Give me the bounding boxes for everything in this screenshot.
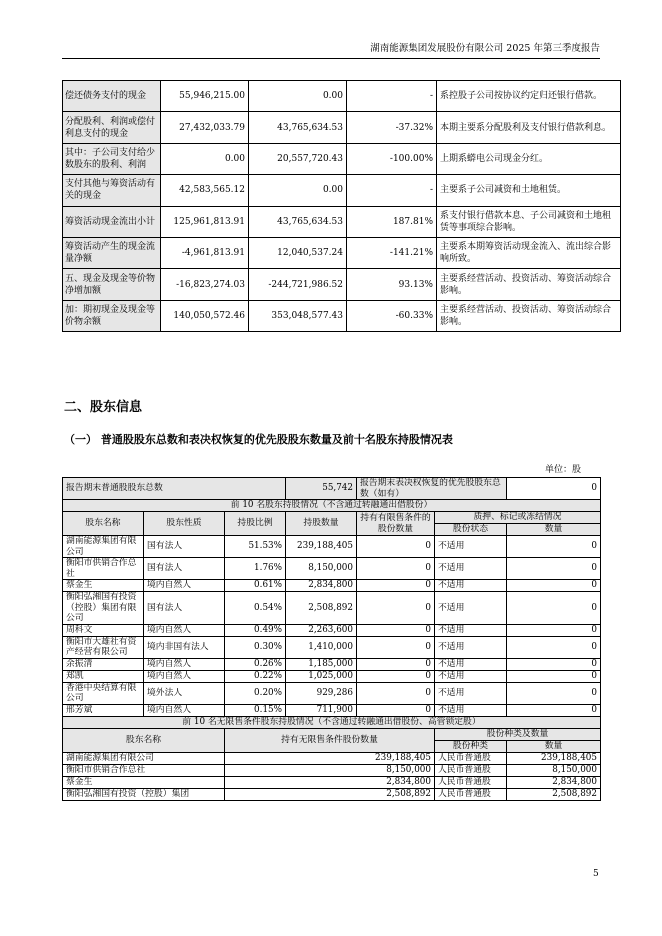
section-title: 二、股东信息 <box>64 400 143 415</box>
holder-qty: 2,508,892 <box>286 592 357 625</box>
cash-current: -4,961,813.91 <box>161 237 249 268</box>
cash-reason: 上期系蟒电公司现金分红。 <box>437 143 621 174</box>
holder-status: 不适用 <box>435 580 507 592</box>
unrestricted-num: 2,834,800 <box>507 776 601 788</box>
cash-change: -37.32% <box>347 112 437 143</box>
unrestricted-row <box>63 752 601 764</box>
page-number: 5 <box>593 869 599 879</box>
holder-num: 0 <box>507 670 601 682</box>
cash-change: 187.81% <box>347 206 437 237</box>
header-restricted: 持有有限售条件的股份数量 <box>357 512 435 536</box>
cash-change: - <box>347 81 437 112</box>
cash-item: 筹资活动现金流出小计 <box>63 206 161 237</box>
header-qty: 持股数量 <box>286 512 357 536</box>
holder-restricted: 0 <box>357 670 435 682</box>
top10-title: 前 10 名股东持股情况（不含通过转融通出借股份） <box>63 500 601 512</box>
holder-qty: 8,150,000 <box>286 558 357 580</box>
cash-change: -60.33% <box>347 300 437 331</box>
holder-restricted: 0 <box>357 592 435 625</box>
cash-current: 42,583,565.12 <box>161 175 249 206</box>
unrestricted-name: 湖南能源集团有限公司 <box>63 752 225 764</box>
holder-ratio: 0.22% <box>225 670 286 682</box>
cash-previous: 43,765,634.53 <box>249 206 347 237</box>
unrestricted-qty: 8,150,000 <box>225 764 435 776</box>
holder-ratio: 0.26% <box>225 658 286 670</box>
page-header: 湖南能源集团发展股份有限公司 2025 年第三季度报告 <box>62 40 600 59</box>
header-pledge: 质押、标记或冻结情况 <box>435 512 601 524</box>
holder-name: 香港中央结算有限公司 <box>63 682 144 704</box>
unrestricted-name: 衡阳市供销合作总社 <box>63 764 225 776</box>
unit-label: 单位：股 <box>545 465 582 475</box>
cash-previous: 20,557,720.43 <box>249 143 347 174</box>
holder-num: 0 <box>507 658 601 670</box>
holder-num: 0 <box>507 536 601 558</box>
unrestricted-title: 前 10 名无限售条件股东持股情况（不含通过转融通出借股份、高管锁定股） <box>63 716 601 728</box>
holder-restricted: 0 <box>357 658 435 670</box>
header-nature: 股东性质 <box>144 512 225 536</box>
unrestricted-qty: 239,188,405 <box>225 752 435 764</box>
holder-nature: 境内自然人 <box>144 580 225 592</box>
unrestricted-qty: 2,508,892 <box>225 788 435 800</box>
shareholder-row <box>63 624 601 636</box>
cash-current: 27,432,033.79 <box>161 112 249 143</box>
shareholder-row <box>63 682 601 704</box>
cash-row <box>63 81 621 112</box>
unrestricted-header-kind: 股份种类 <box>435 740 507 752</box>
unrestricted-kind: 人民币普通股 <box>435 788 507 800</box>
cash-change: 93.13% <box>347 269 437 300</box>
holder-nature: 境内自然人 <box>144 704 225 716</box>
holder-nature: 国有法人 <box>144 536 225 558</box>
cash-current: 125,961,813.91 <box>161 206 249 237</box>
unrestricted-num: 239,188,405 <box>507 752 601 764</box>
cash-previous: 0.00 <box>249 175 347 206</box>
holder-restricted: 0 <box>357 636 435 658</box>
shareholder-row <box>63 658 601 670</box>
holder-restricted: 0 <box>357 558 435 580</box>
holder-qty: 1,025,000 <box>286 670 357 682</box>
holder-name: 郑凯 <box>63 670 144 682</box>
holder-num: 0 <box>507 636 601 658</box>
unrestricted-row <box>63 764 601 776</box>
header-status: 股份状态 <box>435 524 507 536</box>
cash-previous: -244,721,986.52 <box>249 269 347 300</box>
holder-nature: 境内非国有法人 <box>144 636 225 658</box>
holder-name: 周科文 <box>63 624 144 636</box>
holder-ratio: 0.49% <box>225 624 286 636</box>
header-num: 数量 <box>507 524 601 536</box>
unrestricted-kind: 人民币普通股 <box>435 776 507 788</box>
cash-change: -141.21% <box>347 237 437 268</box>
cash-item: 支付其他与筹资活动有关的现金 <box>63 175 161 206</box>
unrestricted-header-row <box>63 728 601 740</box>
shareholder-table <box>62 477 601 801</box>
holder-qty: 711,900 <box>286 704 357 716</box>
unrestricted-kind: 人民币普通股 <box>435 764 507 776</box>
holder-status: 不适用 <box>435 592 507 625</box>
holder-status: 不适用 <box>435 558 507 580</box>
summary-label-2: 报告期末表决权恢复的优先股股东总数（如有） <box>357 478 507 500</box>
shareholder-row <box>63 636 601 658</box>
cash-reason: 本期主要系分配股利及支付银行借款利息。 <box>437 112 621 143</box>
holder-name: 余振清 <box>63 658 144 670</box>
holder-name: 衡阳弘湘国有投资（控股）集团有限公司 <box>63 592 144 625</box>
holder-num: 0 <box>507 624 601 636</box>
holder-restricted: 0 <box>357 704 435 716</box>
holder-status: 不适用 <box>435 624 507 636</box>
holder-num: 0 <box>507 580 601 592</box>
holder-nature: 境内自然人 <box>144 658 225 670</box>
cash-previous: 0.00 <box>249 81 347 112</box>
unrestricted-kind: 人民币普通股 <box>435 752 507 764</box>
cash-current: -16,823,274.03 <box>161 269 249 300</box>
holder-qty: 1,410,000 <box>286 636 357 658</box>
unrestricted-header-qty: 持有无限售条件股份数量 <box>225 728 435 752</box>
holder-ratio: 0.15% <box>225 704 286 716</box>
summary-label-1: 报告期末普通股股东总数 <box>63 478 286 500</box>
holder-name: 衡阳市大雄社有资产经营有限公司 <box>63 636 144 658</box>
cash-change: -100.00% <box>347 143 437 174</box>
holder-ratio: 0.54% <box>225 592 286 625</box>
shareholder-row <box>63 670 601 682</box>
holder-ratio: 0.30% <box>225 636 286 658</box>
holder-nature: 境内自然人 <box>144 670 225 682</box>
holder-ratio: 0.20% <box>225 682 286 704</box>
holder-status: 不适用 <box>435 704 507 716</box>
holder-nature: 国有法人 <box>144 558 225 580</box>
unrestricted-header-kind-qty: 股份种类及数量 <box>435 728 601 740</box>
unrestricted-qty: 2,834,800 <box>225 776 435 788</box>
cash-item: 五、现金及现金等价物净增加额 <box>63 269 161 300</box>
section-subtitle: （一） 普通股股东总数和表决权恢复的优先股股东数量及前十名股东持股情况表 <box>64 433 453 446</box>
cash-item: 其中：子公司支付给少数股东的股利、利润 <box>63 143 161 174</box>
holder-nature: 境内自然人 <box>144 624 225 636</box>
cash-row <box>63 175 621 206</box>
holder-num: 0 <box>507 592 601 625</box>
cash-previous: 12,040,537.24 <box>249 237 347 268</box>
cash-row <box>63 206 621 237</box>
shareholder-row <box>63 558 601 580</box>
cash-reason: 系支付银行借款本息、子公司减资和土地租赁等事项综合影响。 <box>437 206 621 237</box>
cash-reason: 主要系经营活动、投资活动、筹资活动综合影响。 <box>437 300 621 331</box>
holder-ratio: 0.61% <box>225 580 286 592</box>
cash-current: 0.00 <box>161 143 249 174</box>
cash-flow-table <box>62 80 621 332</box>
holder-status: 不适用 <box>435 536 507 558</box>
holder-status: 不适用 <box>435 670 507 682</box>
holder-status: 不适用 <box>435 636 507 658</box>
cash-row <box>63 269 621 300</box>
unrestricted-title-row <box>63 716 601 728</box>
shareholder-row <box>63 592 601 625</box>
cash-row <box>63 237 621 268</box>
cash-reason: 主要系子公司减资和土地租赁。 <box>437 175 621 206</box>
holder-qty: 929,286 <box>286 682 357 704</box>
shareholder-row <box>63 536 601 558</box>
cash-row <box>63 112 621 143</box>
unrestricted-name: 蔡金生 <box>63 776 225 788</box>
unrestricted-name: 衡阳弘湘国有投资（控股）集团 <box>63 788 225 800</box>
unrestricted-row <box>63 788 601 800</box>
holder-ratio: 1.76% <box>225 558 286 580</box>
holder-status: 不适用 <box>435 658 507 670</box>
cash-reason: 主要系本期筹资活动现金流入、流出综合影响所致。 <box>437 237 621 268</box>
unrestricted-num: 2,508,892 <box>507 788 601 800</box>
cash-reason: 主要系经营活动、投资活动、筹资活动综合影响。 <box>437 269 621 300</box>
cash-reason: 系控股子公司按协议约定归还银行借款。 <box>437 81 621 112</box>
summary-value-1: 55,742 <box>286 478 357 500</box>
holder-name: 邢芳斌 <box>63 704 144 716</box>
cash-change: - <box>347 175 437 206</box>
holder-name: 湖南能源集团有限公司 <box>63 536 144 558</box>
unrestricted-num: 8,150,000 <box>507 764 601 776</box>
cash-previous: 43,765,634.53 <box>249 112 347 143</box>
holder-restricted: 0 <box>357 580 435 592</box>
cash-row <box>63 300 621 331</box>
holder-num: 0 <box>507 682 601 704</box>
cash-item: 分配股利、利润或偿付利息支付的现金 <box>63 112 161 143</box>
unrestricted-header-num: 数量 <box>507 740 601 752</box>
summary-value-2: 0 <box>507 478 601 500</box>
cash-item: 筹资活动产生的现金流量净额 <box>63 237 161 268</box>
shareholder-row <box>63 704 601 716</box>
cash-item: 偿还债务支付的现金 <box>63 81 161 112</box>
holder-nature: 国有法人 <box>144 592 225 625</box>
holder-restricted: 0 <box>357 536 435 558</box>
holder-qty: 1,185,000 <box>286 658 357 670</box>
holder-name: 蔡金生 <box>63 580 144 592</box>
holder-restricted: 0 <box>357 624 435 636</box>
unrestricted-header-name: 股东名称 <box>63 728 225 752</box>
cash-previous: 353,048,577.43 <box>249 300 347 331</box>
holder-qty: 2,263,600 <box>286 624 357 636</box>
unrestricted-row <box>63 776 601 788</box>
holder-restricted: 0 <box>357 682 435 704</box>
header-name: 股东名称 <box>63 512 144 536</box>
holder-qty: 239,188,405 <box>286 536 357 558</box>
shareholder-row <box>63 580 601 592</box>
cash-row <box>63 143 621 174</box>
holder-num: 0 <box>507 558 601 580</box>
holder-ratio: 51.53% <box>225 536 286 558</box>
holder-status: 不适用 <box>435 682 507 704</box>
cash-current: 55,946,215.00 <box>161 81 249 112</box>
cash-current: 140,050,572.46 <box>161 300 249 331</box>
holder-qty: 2,834,800 <box>286 580 357 592</box>
header-ratio: 持股比例 <box>225 512 286 536</box>
holder-name: 衡阳市供销合作总社 <box>63 558 144 580</box>
holder-nature: 境外法人 <box>144 682 225 704</box>
holder-num: 0 <box>507 704 601 716</box>
cash-item: 加：期初现金及现金等价物余额 <box>63 300 161 331</box>
